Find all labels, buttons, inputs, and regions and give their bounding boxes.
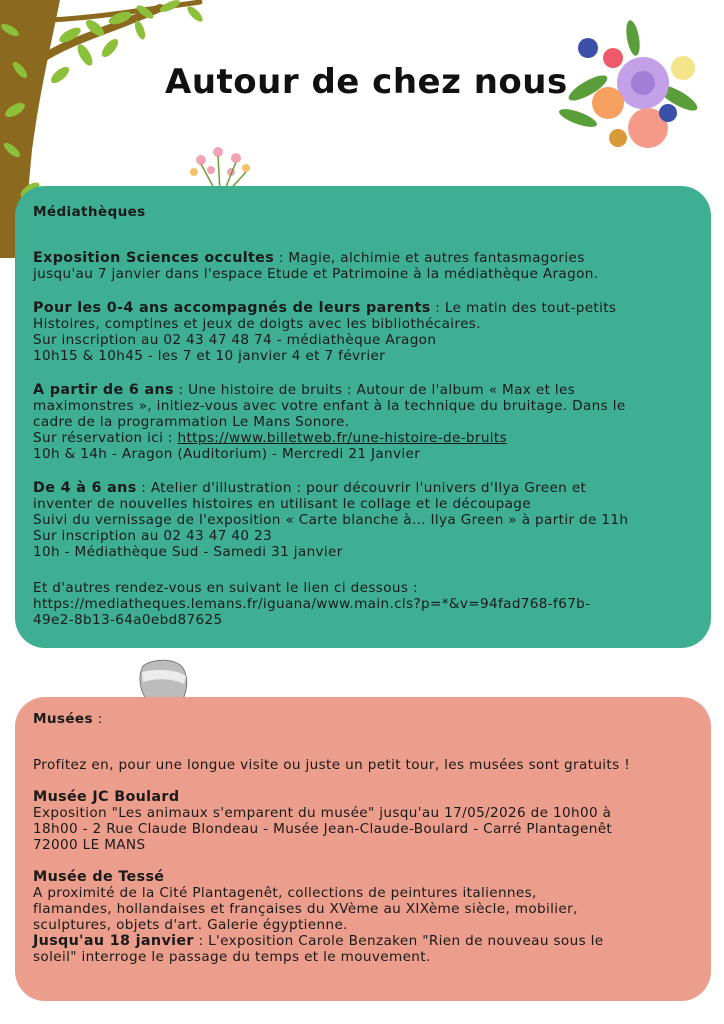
mediatheques-footer: Et d'autres rendez-vous en suivant le lien ci dessous : https://mediatheques.lemans.fr/iguana/www.main.cls?p=*&v=94fad768-f67b- 49e2-8b13-64a0ebd87625 [33,580,693,628]
musees-intro: Profitez en, pour une longue visite ou juste un petit tour, les musées sont gratuits ! [33,757,630,773]
billetweb-link[interactable]: https://www.billetweb.fr/une-histoire-de-bruits [177,430,508,446]
musee-name: Musée JC Boulard [33,789,180,805]
event-tout-petits: Pour les 0-4 ans accompagnés de leurs parents : Le matin des tout-petits Histoires, comptines et jeux de doigts avec les bibliothécaires. Sur inscription au 02 43 47 48 74 - médiathèque Aragon 10h15 & 10h45 - les 7 et 10 janvier 4 et 7 février [33,300,617,364]
musee-tesse: Musée de Tessé A proximité de la Cité Plantagenêt, collections de peintures italiennes, flamandes, hollandaises et françaises du XVème au XIXème siècle, mobilier, sculptures, objets d'art. Galerie égyptienne. Jusqu'au 18 janvier : L'exposition Carole Benzaken "Rien de nouveau sous le soleil" interroge le passage du temps et le mouvement. [33,869,693,965]
musee-name: Musée de Tessé [33,869,165,885]
event-label: Exposition Sciences occultes [33,250,275,266]
mediatheques-link[interactable]: https://mediatheques.lemans.fr/iguana/www.main.cls?p=*&v=94fad768-f67b- [33,596,591,612]
event-histoire-de-bruits: A partir de 6 ans : Une histoire de bruits : Autour de l'album « Max et les maximonstres », initiez-vous avec votre enfant à la technique du bruitage. Dans le cadre de la programmation Le Mans Sonore. Sur réservation ici : https://www.billetweb.fr/une-histoire-de-bruits 10h & 14h - Aragon (Auditorium) - Mercredi 21 Janvier [33,382,626,462]
musees-card [15,697,711,1001]
event-atelier-illustration: De 4 à 6 ans : Atelier d'illustration : pour découvrir l'univers d'Ilya Green et inventer de nouvelles histoires en utilisant le collage et le découpage Suivi du vernissage de l'exposition « Carte blanche à… Ilya Green » à partir de 11h Sur inscription au 02 43 47 40 23 10h - Médiathèque Sud - Samedi 31 janvier [33,480,629,560]
event-label: Pour les 0-4 ans accompagnés de leurs parents [33,300,431,316]
mediatheques-card [15,186,711,648]
musee-boulard: Musée JC Boulard Exposition "Les animaux s'emparent du musée" jusqu'au 17/05/2026 de 10h00 à 18h00 - 2 Rue Claude Blondeau - Musée Jean-Claude-Boulard - Carré Plantagenêt 72000 LE MANS [33,789,693,853]
event-sciences-occultes: Exposition Sciences occultes : Magie, alchimie et autres fantasmagories jusqu'au 7 janvier dans l'espace Etude et Patrimoine à la médiathèque Aragon. [33,250,599,282]
event-label: De 4 à 6 ans [33,480,137,496]
mediatheques-heading: Médiathèques [33,204,146,220]
exhibition-label: Jusqu'au 18 janvier [33,933,194,949]
flower-bouquet-icon [548,18,708,168]
musees-heading: Musées : [33,711,103,727]
page-title: Autour de chez nous [165,62,568,102]
event-label: A partir de 6 ans [33,382,174,398]
